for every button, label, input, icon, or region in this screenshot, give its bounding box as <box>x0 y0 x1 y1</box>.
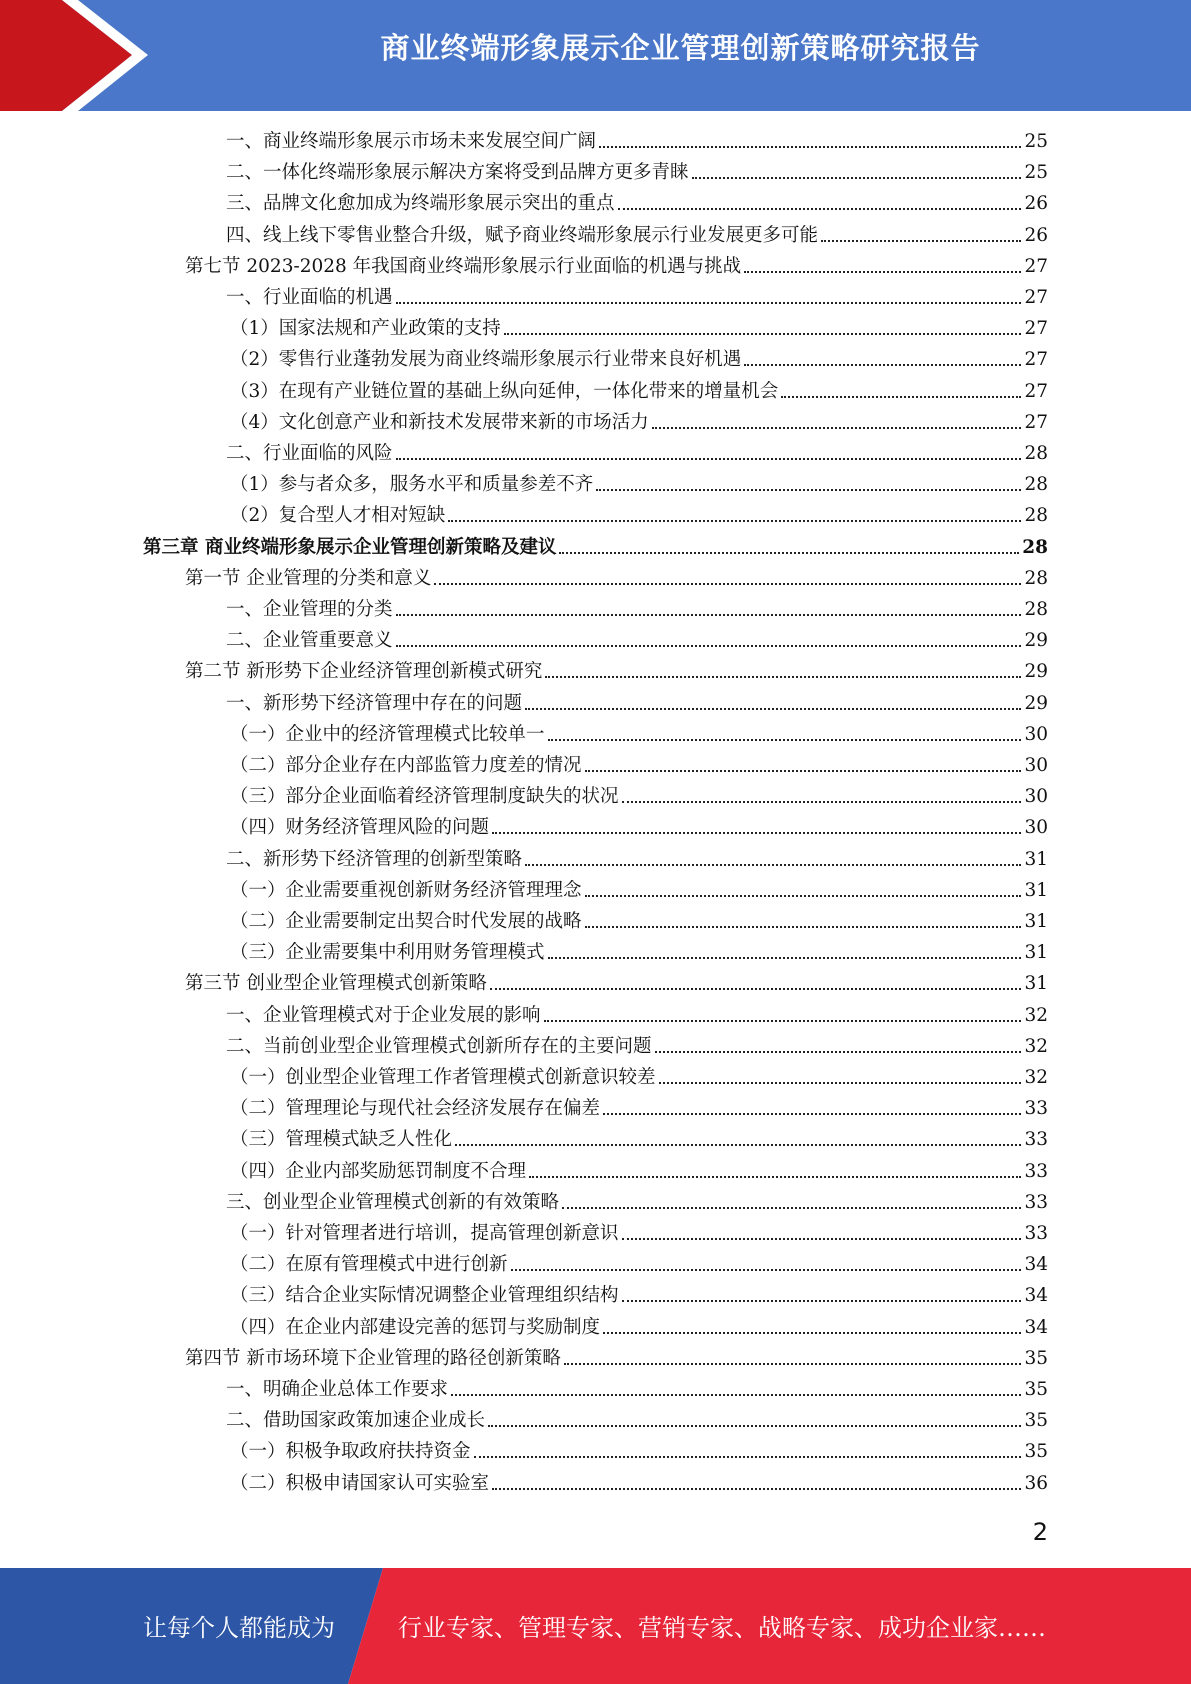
toc-dot-leader <box>692 176 1022 179</box>
toc-entry[interactable] <box>226 1000 1048 1031</box>
toc-entry-page: 32 <box>1024 1004 1048 1026</box>
toc-dot-leader <box>622 1237 1022 1240</box>
toc-entry-title: （一）积极争取政府扶持资金 <box>230 1441 471 1463</box>
toc-dot-leader <box>448 519 1021 522</box>
toc-entry[interactable] <box>230 719 1048 750</box>
toc-entry-title: 第七节 2023-2028 年我国商业终端形象展示行业面临的机遇与挑战 <box>185 255 742 277</box>
toc-entry-title: 三、创业型企业管理模式创新的有效策略 <box>226 1191 560 1213</box>
toc-entry[interactable] <box>230 1468 1048 1499</box>
toc-entry-page: 28 <box>1024 443 1048 464</box>
toc-dot-leader <box>564 1362 1022 1365</box>
toc-entry-title: 二、新形势下经济管理的创新型策略 <box>226 848 523 870</box>
toc-dot-leader <box>504 332 1022 335</box>
toc-dot-leader <box>548 738 1022 741</box>
toc-dot-leader <box>622 1299 1022 1302</box>
toc-entry-title: （二）部分企业存在内部监管力度差的情况 <box>230 755 582 776</box>
toc-entry[interactable] <box>185 968 1048 999</box>
toc-entry-page: 28 <box>1022 536 1048 558</box>
toc-entry-page: 27 <box>1024 380 1048 402</box>
page-number: 2 <box>1032 1518 1048 1546</box>
toc-entry-title: 第一节 企业管理的分类和意义 <box>185 567 432 589</box>
toc-entry-title: （四）企业内部奖励惩罚制度不合理 <box>230 1160 527 1182</box>
toc-entry[interactable] <box>226 625 1048 656</box>
toc-entry-page: 33 <box>1024 1160 1048 1182</box>
toc-entry-title: （四）财务经济管理风险的问题 <box>230 817 490 839</box>
toc-dot-leader <box>548 956 1022 959</box>
toc-dot-leader <box>585 894 1022 897</box>
toc-entry-title: （二）管理理论与现代社会经济发展存在偏差 <box>230 1098 601 1120</box>
toc-dot-leader <box>599 145 1021 148</box>
toc-entry-page: 29 <box>1024 661 1048 683</box>
toc-dot-leader <box>622 800 1022 803</box>
toc-entry-title: 二、一体化终端形象展示解决方案将受到品牌方更多青睐 <box>226 162 689 184</box>
toc-dot-leader <box>544 1019 1022 1022</box>
toc-entry-title: （1）国家法规和产业政策的支持 <box>230 318 501 340</box>
toc-entry-title: （一）企业需要重视创新财务经济管理理念 <box>230 879 582 901</box>
toc-entry-title: 一、企业管理模式对于企业发展的影响 <box>226 1004 541 1026</box>
toc-dot-leader <box>603 1331 1021 1334</box>
toc-dot-leader <box>744 270 1021 273</box>
toc-entry-title: 第四节 新市场环境下企业管理的路径创新策略 <box>185 1347 561 1369</box>
toc-entry[interactable] <box>230 1093 1048 1124</box>
toc-dot-leader <box>585 925 1022 928</box>
toc-entry-title: 第三节 创业型企业管理模式创新策略 <box>185 973 487 995</box>
toc-entry-page: 29 <box>1024 630 1048 652</box>
toc-dot-leader <box>511 1268 1022 1271</box>
toc-dot-leader <box>618 207 1022 210</box>
toc-entry-title: 二、行业面临的风险 <box>226 443 393 464</box>
toc-entry-page: 35 <box>1024 1441 1048 1463</box>
toc-entry-page: 30 <box>1024 723 1048 745</box>
toc-entry[interactable] <box>226 157 1048 188</box>
toc-dot-leader <box>474 1455 1022 1458</box>
toc-entry-page: 30 <box>1024 786 1048 808</box>
toc-dot-leader <box>744 363 1021 366</box>
toc-entry[interactable] <box>226 594 1048 625</box>
toc-entry-title: 一、明确企业总体工作要求 <box>226 1379 449 1400</box>
toc-entry-page: 33 <box>1024 1223 1048 1244</box>
toc-entry-title: （2）复合型人才相对短缺 <box>230 505 446 527</box>
toc-entry-title: （2）零售行业蓬勃发展为商业终端形象展示行业带来良好机遇 <box>230 349 742 371</box>
toc-entry[interactable] <box>230 1156 1048 1187</box>
toc-dot-leader <box>655 1050 1022 1053</box>
toc-dot-leader <box>492 831 1021 834</box>
toc-entry[interactable] <box>143 532 1048 563</box>
toc-entry-title: 一、商业终端形象展示市场未来发展空间广阔 <box>226 131 597 152</box>
toc-entry-title: 二、借助国家政策加速企业成长 <box>226 1410 486 1432</box>
page-footer <box>0 1568 1191 1684</box>
toc-entry-title: （4）文化创意产业和新技术发展带来新的市场活力 <box>230 411 649 433</box>
toc-entry-page: 32 <box>1024 1035 1048 1057</box>
toc-entry-page: 27 <box>1024 287 1048 308</box>
toc-entry-page: 28 <box>1024 567 1048 589</box>
toc-entry[interactable] <box>230 500 1048 531</box>
toc-entry[interactable] <box>226 844 1048 875</box>
toc-entry-title: 一、行业面临的机遇 <box>226 287 393 308</box>
toc-entry-page: 35 <box>1024 1347 1048 1369</box>
toc-entry-title: 二、企业管重要意义 <box>226 630 393 652</box>
toc-dot-leader <box>488 1424 1021 1427</box>
toc-entry[interactable] <box>226 1374 1048 1405</box>
toc-entry-page: 34 <box>1024 1285 1048 1307</box>
toc-entry-page: 31 <box>1024 879 1048 901</box>
toc-entry[interactable] <box>230 1249 1048 1280</box>
toc-dot-leader <box>455 1143 1021 1146</box>
toc-entry[interactable] <box>230 376 1048 407</box>
toc-entry[interactable] <box>226 126 1048 157</box>
toc-dot-leader <box>525 863 1021 866</box>
toc-entry-page: 35 <box>1024 1379 1048 1400</box>
toc-entry-page: 33 <box>1024 1191 1048 1213</box>
toc-dot-leader <box>396 457 1022 460</box>
toc-dot-leader <box>659 1081 1022 1084</box>
toc-entry-page: 29 <box>1024 692 1048 714</box>
toc-entry-page: 27 <box>1024 411 1048 433</box>
toc-entry-title: （一）针对管理者进行培训，提高管理创新意识 <box>230 1223 619 1244</box>
toc-entry-title: （二）企业需要制定出契合时代发展的战略 <box>230 911 582 932</box>
report-title: 商业终端形象展示企业管理创新策略研究报告 <box>380 31 981 65</box>
toc-entry-page: 25 <box>1024 162 1048 184</box>
toc-entry[interactable] <box>226 1031 1048 1062</box>
toc-entry[interactable] <box>230 875 1048 906</box>
toc-dot-leader <box>821 239 1021 242</box>
toc-entry[interactable] <box>226 1187 1048 1218</box>
toc-entry-title: （3）在现有产业链位置的基础上纵向延伸，一体化带来的增量机会 <box>230 380 779 402</box>
toc-entry[interactable] <box>230 906 1048 937</box>
toc-entry[interactable] <box>230 407 1048 438</box>
toc-entry-title: 一、新形势下经济管理中存在的问题 <box>226 692 523 714</box>
toc-entry-page: 35 <box>1024 1410 1048 1432</box>
toc-entry-title: 第二节 新形势下企业经济管理创新模式研究 <box>185 661 543 683</box>
toc-entry-page: 33 <box>1024 1129 1048 1151</box>
toc-dot-leader <box>545 675 1021 678</box>
toc-entry-page: 25 <box>1024 131 1048 152</box>
toc-entry-page: 26 <box>1024 224 1048 246</box>
toc-entry-title: （三）部分企业面临着经济管理制度缺失的状况 <box>230 786 619 808</box>
toc-entry-page: 27 <box>1024 255 1048 277</box>
toc-entry-page: 27 <box>1024 318 1048 340</box>
toc-entry-title: 一、企业管理的分类 <box>226 599 393 620</box>
toc-entry-title: （三）管理模式缺乏人性化 <box>230 1129 453 1151</box>
toc-entry-page: 36 <box>1024 1472 1048 1494</box>
toc-entry-title: （二）积极申请国家认可实验室 <box>230 1472 490 1494</box>
toc-entry-page: 34 <box>1024 1316 1048 1338</box>
toc-dot-leader <box>559 551 1019 554</box>
toc-entry-page: 33 <box>1024 1098 1048 1120</box>
toc-dot-leader <box>396 644 1022 647</box>
toc-dot-leader <box>434 582 1021 585</box>
toc-entry[interactable] <box>226 188 1048 219</box>
toc-dot-leader <box>525 707 1021 710</box>
toc-entry[interactable] <box>230 1062 1048 1093</box>
toc-entry[interactable] <box>226 1405 1048 1436</box>
toc-dot-leader <box>396 301 1022 304</box>
toc-dot-leader <box>490 987 1022 990</box>
toc-entry[interactable] <box>230 937 1048 968</box>
toc-entry-page: 28 <box>1024 599 1048 620</box>
toc-entry-page: 30 <box>1024 755 1048 776</box>
toc-entry[interactable] <box>230 1436 1048 1467</box>
toc-entry[interactable] <box>226 282 1048 313</box>
toc-dot-leader <box>396 613 1022 616</box>
toc-dot-leader <box>652 426 1022 429</box>
toc-entry[interactable] <box>230 1218 1048 1249</box>
toc-entry-title: （一）创业型企业管理工作者管理模式创新意识较差 <box>230 1067 656 1088</box>
toc-entry[interactable] <box>185 563 1048 594</box>
toc-entry-title: （一）企业中的经济管理模式比较单一 <box>230 723 545 745</box>
toc-entry[interactable] <box>230 1280 1048 1311</box>
toc-entry-page: 34 <box>1024 1254 1048 1276</box>
toc-entry[interactable] <box>226 688 1048 719</box>
toc-dot-leader <box>596 488 1021 491</box>
toc-entry-page: 31 <box>1024 942 1048 964</box>
footer-slogan-right: 行业专家、管理专家、营销专家、战略专家、成功企业家…… <box>398 1614 1046 1642</box>
toc-entry[interactable] <box>230 1312 1048 1343</box>
toc-entry[interactable] <box>230 781 1048 812</box>
toc-entry[interactable] <box>230 469 1048 500</box>
toc-entry-title: （四）在企业内部建设完善的惩罚与奖励制度 <box>230 1316 601 1338</box>
toc-entry[interactable] <box>226 220 1048 251</box>
toc-entry[interactable] <box>226 438 1048 469</box>
toc-entry-page: 31 <box>1024 911 1048 932</box>
toc-dot-leader <box>603 1112 1021 1115</box>
page-header <box>0 0 1191 111</box>
toc-entry-page: 26 <box>1024 193 1048 215</box>
toc-entry-page: 32 <box>1024 1067 1048 1088</box>
toc-dot-leader <box>562 1206 1021 1209</box>
toc-entry-page: 28 <box>1024 474 1048 496</box>
toc-entry-title: （三）结合企业实际情况调整企业管理组织结构 <box>230 1285 619 1307</box>
toc-dot-leader <box>781 395 1021 398</box>
toc-entry[interactable] <box>185 656 1048 687</box>
toc-entry-page: 30 <box>1024 817 1048 839</box>
toc-entry-title: 三、品牌文化愈加成为终端形象展示突出的重点 <box>226 193 615 215</box>
toc-entry-title: 二、当前创业型企业管理模式创新所存在的主要问题 <box>226 1035 652 1057</box>
toc-entry-page: 31 <box>1024 973 1048 995</box>
toc-entry-page: 28 <box>1024 505 1048 527</box>
toc-entry[interactable] <box>230 812 1048 843</box>
toc-entry-page: 27 <box>1024 349 1048 371</box>
toc-entry[interactable] <box>230 750 1048 781</box>
toc-entry[interactable] <box>185 1343 1048 1374</box>
toc-entry-title: 第三章 商业终端形象展示企业管理创新策略及建议 <box>143 536 557 558</box>
toc-dot-leader <box>529 1175 1021 1178</box>
toc-entry[interactable] <box>230 313 1048 344</box>
toc-entry-title: （三）企业需要集中利用财务管理模式 <box>230 942 545 964</box>
toc-entry[interactable] <box>230 344 1048 375</box>
toc-dot-leader <box>585 769 1022 772</box>
toc-entry-title: （1）参与者众多，服务水平和质量参差不齐 <box>230 474 594 496</box>
toc-entry-title: 四、线上线下零售业整合升级，赋予商业终端形象展示行业发展更多可能 <box>226 224 819 246</box>
toc-entry-page: 31 <box>1024 848 1048 870</box>
toc-entry[interactable] <box>230 1124 1048 1155</box>
toc-dot-leader <box>451 1393 1021 1396</box>
toc-dot-leader <box>492 1487 1021 1490</box>
toc-entry[interactable] <box>185 251 1048 282</box>
footer-slogan-left: 让每个人都能成为 <box>143 1614 335 1642</box>
toc-entry-title: （二）在原有管理模式中进行创新 <box>230 1254 508 1276</box>
